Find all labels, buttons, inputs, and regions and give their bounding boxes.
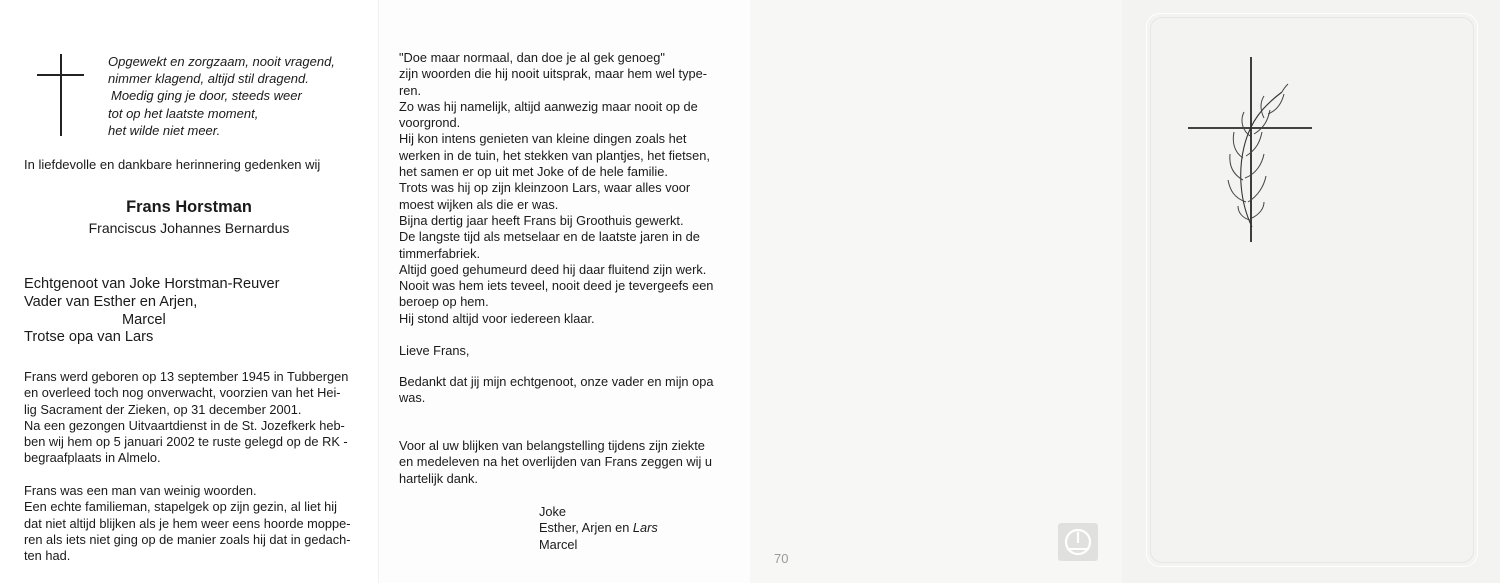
text-line: voorgrond. bbox=[399, 115, 461, 131]
text-line: Frans werd geboren op 13 september 1945 in Tubbergen bbox=[24, 369, 349, 384]
signature-names: Esther, Arjen en bbox=[539, 520, 633, 536]
poem-line: het wilde niet meer. bbox=[108, 122, 221, 138]
family-list bbox=[24, 276, 280, 347]
family-line: Trotse opa van Lars bbox=[24, 329, 154, 346]
text-line: ben wij hem op 5 januari 2002 te ruste gelegd op de RK - bbox=[24, 434, 348, 450]
text-line: werken in de tuin, het stekken van plantjes, het fietsen, bbox=[399, 147, 710, 163]
signature bbox=[539, 504, 658, 553]
deceased-full-name: Franciscus Johannes Bernardus bbox=[88, 220, 290, 236]
text-line: Hij kon intens genieten van kleine dingen zoals het bbox=[399, 131, 687, 147]
greeting: Lieve Frans, bbox=[399, 343, 470, 358]
text-line: Voor al uw blijken van belangstelling tijdens zijn ziekte bbox=[399, 438, 705, 453]
family-line: Marcel bbox=[122, 311, 166, 328]
text-line: lig Sacrament der Zieken, op 31 december 2001. bbox=[24, 401, 302, 417]
text-line: Zo was hij namelijk, altijd aanwezig maar nooit op de bbox=[399, 98, 698, 114]
card-panel-back-blank bbox=[750, 0, 1122, 583]
text-line: Altijd goed gehumeurd deed hij daar fluitend zijn werk. bbox=[399, 261, 707, 277]
text-line: ren. bbox=[399, 82, 422, 98]
paragraph-thanks bbox=[399, 374, 713, 407]
publisher-logo-icon bbox=[1058, 523, 1098, 561]
poem-line: tot op het laatste moment, bbox=[108, 105, 259, 121]
text-line: beroep op hem. bbox=[399, 294, 489, 310]
paragraph-acknowledgement bbox=[399, 438, 712, 487]
poem bbox=[108, 53, 335, 139]
signature-line: Marcel bbox=[539, 536, 578, 552]
text-line: Trots was hij op zijn kleinzoon Lars, waar alles voor bbox=[399, 180, 691, 196]
intro-text: In liefdevolle en dankbare herinnering gedenken wij bbox=[24, 157, 321, 172]
text-line: Frans was een man van weinig woorden. bbox=[24, 483, 257, 498]
text-line: De langste tijd als metselaar en de laatste jaren in de bbox=[399, 229, 700, 245]
paragraph-character bbox=[24, 483, 351, 564]
poem-line: nimmer klagend, altijd stil dragend. bbox=[108, 71, 309, 87]
deceased-name: Frans Horstman bbox=[126, 198, 252, 216]
text-line: Hij stond altijd voor iedereen klaar. bbox=[399, 310, 595, 326]
text-line: Bedankt dat jij mijn echtgenoot, onze vader en mijn opa bbox=[399, 374, 714, 389]
text-line: en overleed toch nog onverwacht, voorzien van het Hei- bbox=[24, 385, 341, 401]
text-line: ten had. bbox=[24, 548, 71, 564]
signature-grandchild: Lars bbox=[632, 520, 658, 536]
cross-icon-bar bbox=[37, 74, 84, 76]
poem-line: Opgewekt en zorgzaam, nooit vragend, bbox=[108, 54, 335, 69]
text-line: timmerfabriek. bbox=[399, 245, 481, 261]
text-line: zijn woorden die hij nooit uitsprak, maar hem wel type- bbox=[399, 66, 707, 82]
text-line: Nooit was hem iets teveel, nooit deed je tevergeefs een bbox=[399, 278, 714, 294]
cross-icon bbox=[60, 54, 62, 136]
text-line: dat niet altijd blijken als je hem weer eens hoorde moppe- bbox=[24, 515, 351, 531]
text-line: hartelijk dank. bbox=[399, 470, 478, 486]
text-line: was. bbox=[399, 390, 426, 406]
text-line: Een echte familieman, stapelgek op zijn gezin, al liet hij bbox=[24, 499, 337, 515]
page-number: 70 bbox=[774, 551, 789, 566]
text-line: Na een gezongen Uitvaartdienst in de St. Jozefkerk heb- bbox=[24, 417, 345, 433]
paragraph-quote bbox=[399, 50, 713, 327]
family-line: Vader van Esther en Arjen, bbox=[24, 293, 198, 310]
poem-line: Moedig ging je door, steeds weer bbox=[111, 88, 302, 104]
text-line: begraafplaats in Almelo. bbox=[24, 450, 161, 466]
text-line: ren als iets niet ging op de manier zoals hij dat in gedach- bbox=[24, 531, 351, 547]
text-line: moest wijken als die er was. bbox=[399, 196, 559, 212]
text-line: het samen er op uit met Joke of de hele familie. bbox=[399, 164, 668, 180]
text-line: "Doe maar normaal, dan doe je al gek genoeg" bbox=[399, 50, 665, 65]
family-line: Echtgenoot van Joke Horstman-Reuver bbox=[24, 276, 280, 292]
signature-line: Joke bbox=[539, 504, 567, 519]
text-line: Bijna dertig jaar heeft Frans bij Groothuis gewerkt. bbox=[399, 212, 684, 228]
card-panel-front-right bbox=[378, 0, 750, 583]
text-line: en medeleven na het overlijden van Frans zeggen wij u bbox=[399, 454, 713, 470]
paragraph-birth bbox=[24, 369, 348, 467]
signature-line bbox=[539, 520, 658, 536]
cross-with-palm-branch-icon bbox=[1180, 52, 1320, 246]
